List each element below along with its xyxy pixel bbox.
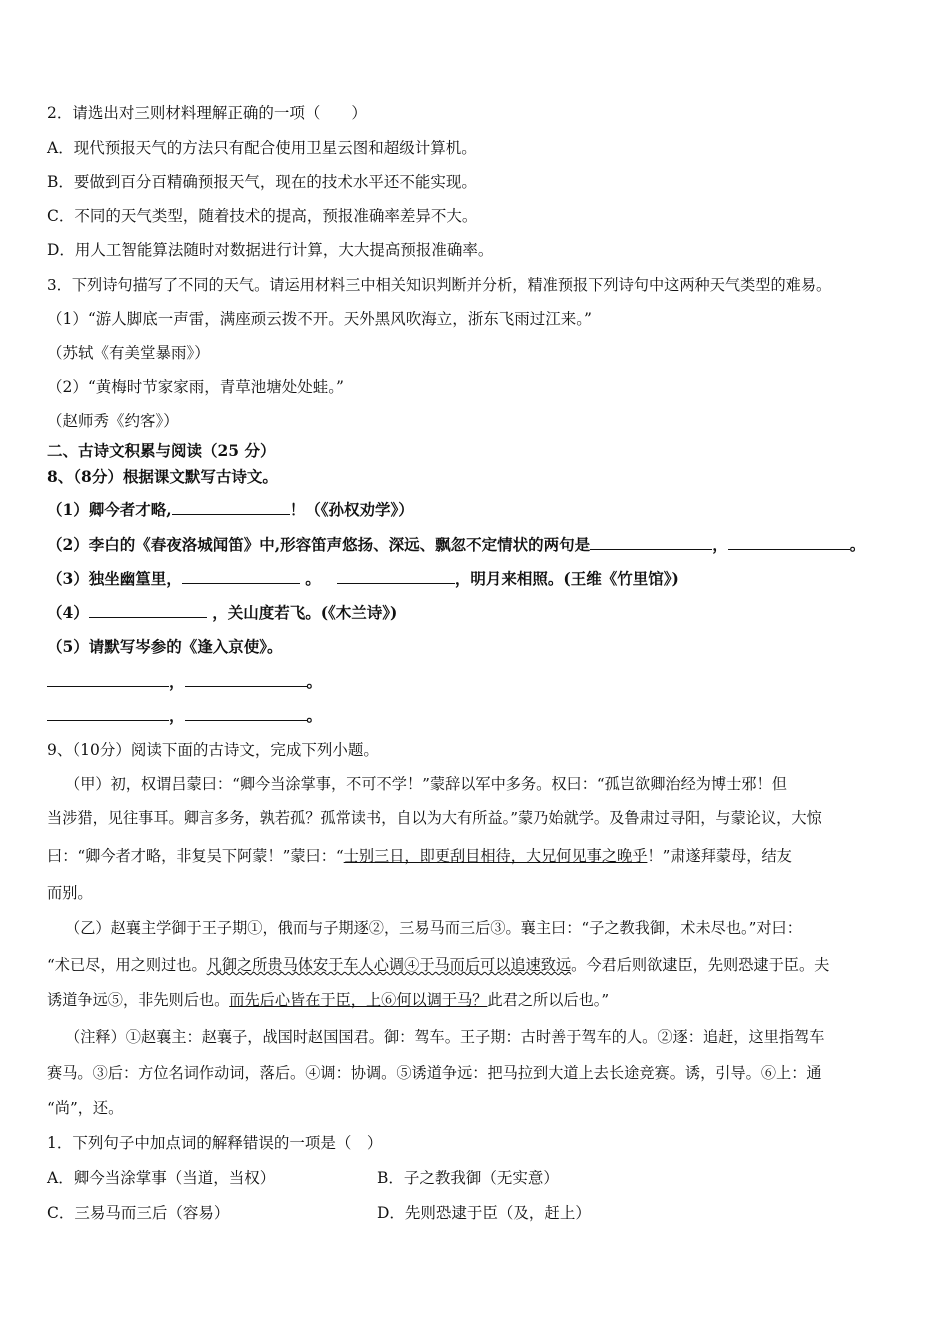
answer-blank[interactable] xyxy=(47,706,169,721)
q8-item-3: （3）独坐幽篁里， 。 ，明月来相照。(王维《竹里馆》) xyxy=(47,569,679,588)
passage-jia-line-1: （甲）初，权谓吕蒙曰：“卿今当涂掌事，不可不学！”蒙辞以军中多务。权曰：“孤岂欲卿治经为博士邪！但 xyxy=(65,775,787,793)
q3-poem-2: （2）“黄梅时节家家雨，青草池塘处处蛙。” xyxy=(47,378,344,396)
answer-blank[interactable] xyxy=(337,569,455,584)
answer-blank[interactable] xyxy=(172,500,290,515)
passage-yi-line-3: 诱道争远⑤，非先则后也。而先后心皆在于臣，上⑥何以调于马？此君之所以后也。” xyxy=(47,991,610,1009)
q2-option-b: B．要做到百分百精确预报天气，现在的技术水平还不能实现。 xyxy=(47,173,477,191)
q9-sub1-stem: 1．下列句子中加点词的解释错误的一项是（ ） xyxy=(47,1134,383,1152)
q3-stem: 3．下列诗句描写了不同的天气。请运用材料三中相关知识判断并分析，精准预报下列诗句中这两种天气类型的难易。 xyxy=(47,276,832,294)
option-a: A．卿今当涂掌事（当道，当权） xyxy=(47,1169,276,1187)
option-d: D．先则恐逮于臣（及，赶上） xyxy=(377,1204,591,1222)
passage-jia-line-4: 而别。 xyxy=(47,884,93,902)
q3-source-1: （苏轼《有美堂暴雨》） xyxy=(47,344,210,362)
q8-item-4: （4） ，关山度若飞。(《木兰诗》) xyxy=(47,603,398,622)
q9-sub1-options-row-1 xyxy=(47,1168,275,1188)
notes-line-3: “尚”，还。 xyxy=(47,1099,124,1117)
option-b: B．子之教我御（无实意） xyxy=(377,1169,559,1187)
q8-answer-line-1: ， 。 xyxy=(47,672,322,692)
q8-answer-line-2: ， 。 xyxy=(47,706,322,726)
section-2-title: 二、古诗文积累与阅读（25 分） xyxy=(47,441,276,460)
answer-blank[interactable] xyxy=(185,672,307,687)
answer-blank[interactable] xyxy=(47,672,169,687)
notes-line-1: （注释）①赵襄主：赵襄子，战国时赵国国君。御：驾车。王子期：古时善于驾车的人。②逐：追赶，这里指驾车 xyxy=(65,1028,825,1046)
answer-blank[interactable] xyxy=(182,569,300,584)
passage-jia-line-2: 当涉猎，见往事耳。卿言多务，孰若孤？孤常读书，自以为大有所益。”蒙乃始就学。及鲁肃过寻阳，与蒙论议，大惊 xyxy=(47,809,822,827)
q8-item-5: （5）请默写岑参的《逢入京使》。 xyxy=(47,637,283,656)
q3-source-2: （赵师秀《约客》） xyxy=(47,412,179,430)
underlined-sentence: 士别三日，即更刮目相待，大兄何见事之晚乎 xyxy=(343,847,648,865)
underlined-sentence: 而先后心皆在于臣，上⑥何以调于马？ xyxy=(229,991,488,1009)
answer-blank[interactable] xyxy=(728,535,850,550)
answer-blank[interactable] xyxy=(89,603,207,618)
option-c: C．三易马而三后（容易） xyxy=(47,1204,230,1222)
passage-yi-line-1: （乙）赵襄主学御于王子期①，俄而与子期逐②，三易马而三后③。襄主曰：“子之教我御，术未尽也。”对曰： xyxy=(65,919,802,937)
q2-option-c: C．不同的天气类型，随着技术的提高，预报准确率差异不大。 xyxy=(47,207,478,225)
answer-blank[interactable] xyxy=(590,535,712,550)
notes-line-2: 赛马。③后：方位名词作动词，落后。④调：协调。⑤诱道争远：把马拉到大道上去长途竞赛。诱，引导。⑥上：通 xyxy=(47,1064,822,1082)
q2-stem: 2．请选出对三则材料理解正确的一项（ ） xyxy=(47,104,367,122)
wavy-underlined-sentence: 凡御之所贵马体安于车人心调④于马而后可以追速致远 xyxy=(206,956,572,974)
q3-poem-1: （1）“游人脚底一声雷，满座顽云拨不开。天外黑风吹海立，浙东飞雨过江来。” xyxy=(47,310,592,328)
answer-blank[interactable] xyxy=(185,706,307,721)
q8-stem: 8、（8分）根据课文默写古诗文。 xyxy=(47,467,278,486)
q2-option-a: A．现代预报天气的方法只有配合使用卫星云图和超级计算机。 xyxy=(47,139,477,157)
q9-stem: 9、（10分）阅读下面的古诗文，完成下列小题。 xyxy=(47,741,379,759)
q8-item-1: （1）卿今者才略, ！（《孙权劝学》） xyxy=(47,500,414,519)
passage-yi-line-2: “术已尽，用之则过也。凡御之所贵马体安于车人心调④于马而后可以追速致远。今君后则欲逮臣，先则恐逮于臣。夫 xyxy=(47,956,830,974)
q8-item-2: （2）李白的《春夜洛城闻笛》中,形容笛声悠扬、深远、飘忽不定情状的两句是 ， 。 xyxy=(47,535,866,554)
passage-jia-line-3: 曰：“卿今者才略，非复吴下阿蒙！”蒙曰：“士别三日，即更刮目相待，大兄何见事之晚乎！”肃遂拜蒙母，结友 xyxy=(47,847,792,865)
q2-option-d: D．用人工智能算法随时对数据进行计算，大大提高预报准确率。 xyxy=(47,241,494,259)
